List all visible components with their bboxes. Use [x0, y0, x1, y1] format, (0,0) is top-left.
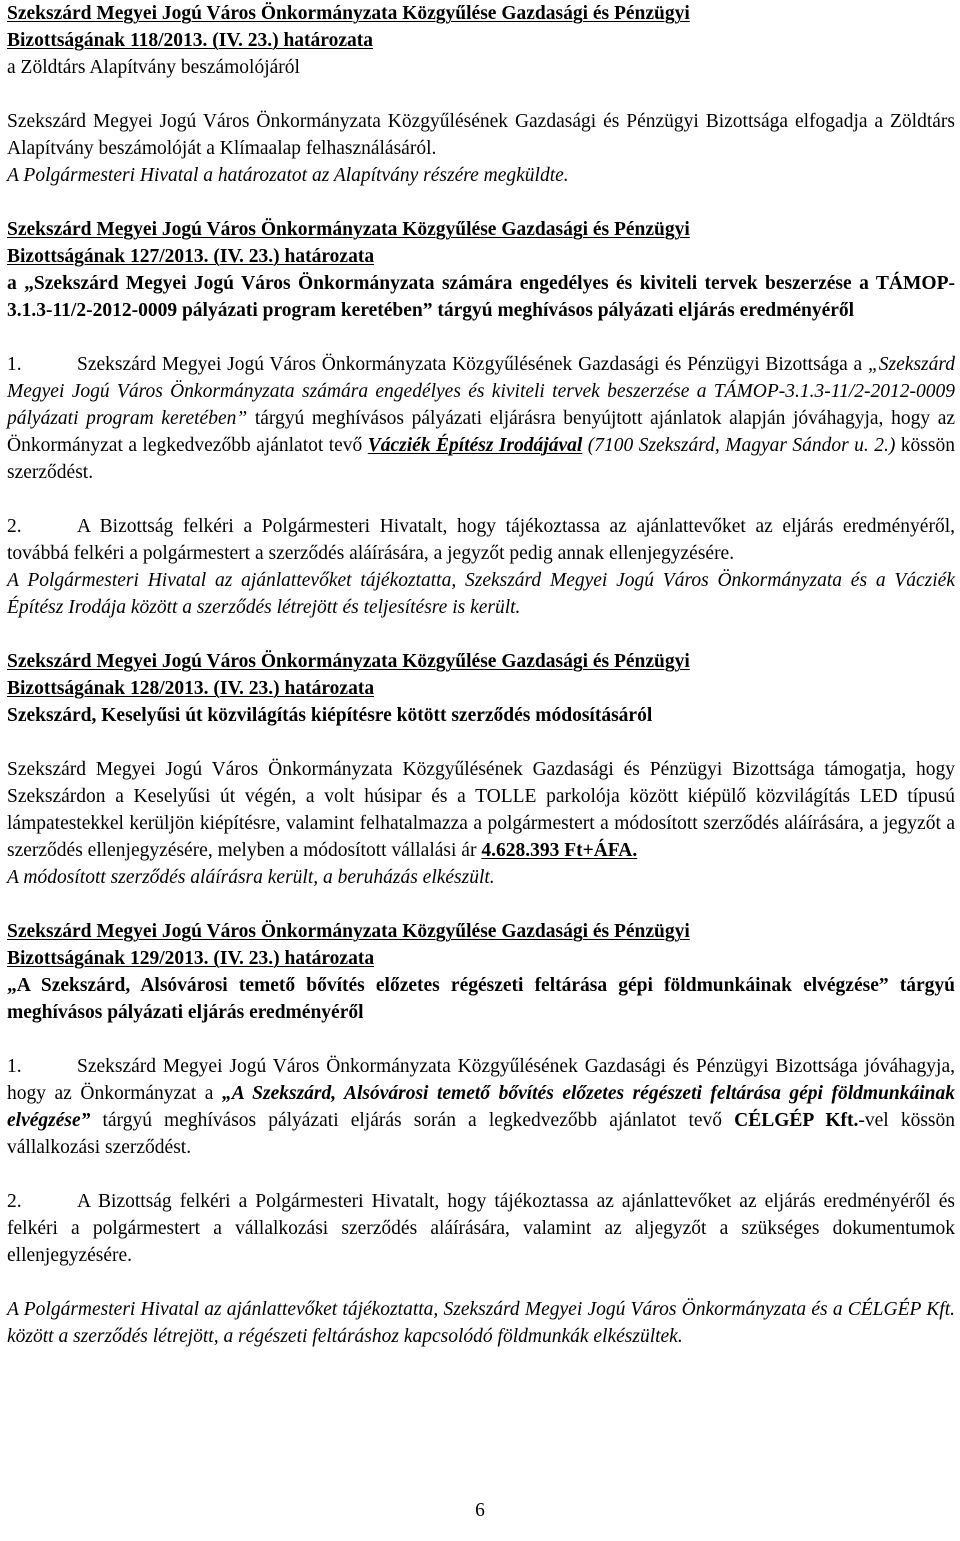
resolution-118-heading	[7, 0, 955, 54]
project-title: „A Szekszárd, Alsóvárosi temető bővítés előzetes régészeti feltárása gépi földmunkáinak elvégzése”	[7, 1083, 955, 1131]
resolution-128-body	[7, 756, 955, 864]
resolution-129-point-2	[7, 1188, 955, 1269]
page-number: 6	[475, 1500, 485, 1521]
resolution-128-subject: Szekszárd, Keselyűsi út közvilágítás kiépítésre kötött szerződés módosításáról	[7, 705, 653, 726]
contractor-name: Vácziék Építész Irodájával	[367, 435, 583, 456]
resolution-129-heading-line1: Szekszárd Megyei Jogú Város Önkormányzata Közgyűlése Gazdasági és Pénzügyi	[7, 921, 690, 942]
resolution-127-heading	[7, 216, 955, 270]
point-text: A Bizottság felkéri a Polgármesteri Hivatalt, hogy tájékoztassa az ajánlattevőket az eljárás eredményéről és felkéri a polgármestert a vállalkozási szerződés aláírására, valamint az aljegyzőt a szükséges dokumentumok ellenjegyzésére.	[7, 1191, 955, 1266]
point-text: A Bizottság felkéri a Polgármesteri Hivatalt, hogy tájékoztassa az ajánlattevőket az eljárás eredményéről, továbbá felkéri a polgármestert a szerződés aláírására, a jegyzőt pedig annak ellenjegyzésére.	[7, 516, 955, 564]
point-text: tárgyú meghívásos pályázati eljárásra benyújtott ajánlatok alapján jóváhagyja, hogy az Önkormányzat a legkedvezőbb ajánlatot tevő	[7, 408, 956, 456]
resolution-118	[7, 0, 955, 81]
point-text: Szekszárd Megyei Jogú Város Önkormányzata Közgyűlésének Gazdasági és Pénzügyi Bizottsága a	[77, 354, 868, 375]
point-number: 2.	[7, 516, 22, 537]
resolution-128-note: A módosított szerződés aláírásra került, a beruházás elkészült.	[7, 867, 495, 888]
resolution-118-note: A Polgármesteri Hivatal a határozatot az Alapítvány részére megküldte.	[7, 165, 569, 186]
point-text: kössön szerződést.	[7, 435, 955, 483]
resolution-118-heading-line2: Bizottságának 118/2013. (IV. 23.) határozata	[7, 30, 373, 51]
resolution-127-heading-line1: Szekszárd Megyei Jogú Város Önkormányzata Közgyűlése Gazdasági és Pénzügyi	[7, 219, 690, 240]
point-number: 2.	[7, 1191, 22, 1212]
resolution-129-subject: „A Szekszárd, Alsóvárosi temető bővítés előzetes régészeti feltárása gépi földmunkáinak elvégzése” tárgyú meghívásos pályázati eljárás eredményéről	[7, 975, 955, 1023]
resolution-128-heading-line2: Bizottságának 128/2013. (IV. 23.) határozata	[7, 678, 375, 699]
document-page	[7, 0, 955, 1350]
resolution-127-subject: a „Szekszárd Megyei Jogú Város Önkormányzata számára engedélyes és kiviteli tervek beszerzése a TÁMOP-3.1.3-11/2-2012-0009 pályázati program keretében” tárgyú meghívásos pályázati eljárás eredményéről	[7, 273, 955, 321]
resolution-118-body: Szekszárd Megyei Jogú Város Önkormányzata Közgyűlésének Gazdasági és Pénzügyi Bizottsága elfogadja a Zöldtárs Alapítvány beszámolóját a Klímaalap felhasználásáról.	[7, 111, 955, 159]
body-text: Szekszárd Megyei Jogú Város Önkormányzata Közgyűlésének Gazdasági és Pénzügyi Bizottsága támogatja, hogy Szekszárdon a Keselyűsi út végén, a volt húsipar és a TOLLE parkolója között kiépülő közvilágítás LED típusú lámpatestekkel kerüljön kiépítésre, valamint felhatalmazza a polgármestert a módosított szerződés aláírására, a jegyzőt a szerződés ellenjegyzésére, melyben a módosított vállalási ár	[7, 759, 955, 861]
resolution-127-point-2	[7, 513, 955, 567]
contract-amount: 4.628.393 Ft+ÁFA.	[481, 840, 638, 861]
point-text: Szekszárd Megyei Jogú Város Önkormányzata Közgyűlésének Gazdasági és Pénzügyi Bizottsága jóváhagyja, hogy az Önkormányzat a	[7, 1056, 955, 1104]
resolution-128-heading-line1: Szekszárd Megyei Jogú Város Önkormányzata Közgyűlése Gazdasági és Pénzügyi	[7, 651, 690, 672]
resolution-129-point-1	[7, 1053, 955, 1161]
point-text: -vel kössön vállalkozási szerződést.	[7, 1110, 955, 1158]
contractor-name: CÉLGÉP Kft.	[734, 1110, 859, 1131]
contractor-address: (7100 Szekszárd, Magyar Sándor u. 2.)	[582, 435, 896, 456]
point-text: tárgyú meghívásos pályázati eljárás során a legkedvezőbb ajánlatot tevő	[90, 1110, 735, 1131]
resolution-118-heading-line1: Szekszárd Megyei Jogú Város Önkormányzata Közgyűlése Gazdasági és Pénzügyi	[7, 3, 690, 24]
resolution-118-subject: a Zöldtárs Alapítvány beszámolójáról	[7, 57, 300, 78]
point-number: 1.	[7, 354, 22, 375]
resolution-129-heading-line2: Bizottságának 129/2013. (IV. 23.) határozata	[7, 948, 375, 969]
resolution-128-heading	[7, 648, 955, 702]
point-number: 1.	[7, 1056, 22, 1077]
resolution-129-heading	[7, 918, 955, 972]
resolution-127-note: A Polgármesteri Hivatal az ajánlattevőket tájékoztatta, Szekszárd Megyei Jogú Város Önkormányzata és a Vácziék Építész Irodája között a szerződés létrejött és teljesítésre is került.	[7, 570, 955, 618]
resolution-129-note: A Polgármesteri Hivatal az ajánlattevőket tájékoztatta, Szekszárd Megyei Jogú Város Önkormányzata és a CÉLGÉP Kft. között a szerződés létrejött, a régészeti feltáráshoz kapcsolódó földmunkák elkészültek.	[7, 1299, 955, 1347]
project-title: „Szekszárd Megyei Jogú Város Önkormányzata számára engedélyes és kiviteli tervek beszerzése a TÁMOP-3.1.3-11/2-2012-0009 pályázati program keretében”	[7, 354, 955, 429]
resolution-127-point-1	[7, 351, 955, 486]
resolution-127-heading-line2: Bizottságának 127/2013. (IV. 23.) határozata	[7, 246, 375, 267]
